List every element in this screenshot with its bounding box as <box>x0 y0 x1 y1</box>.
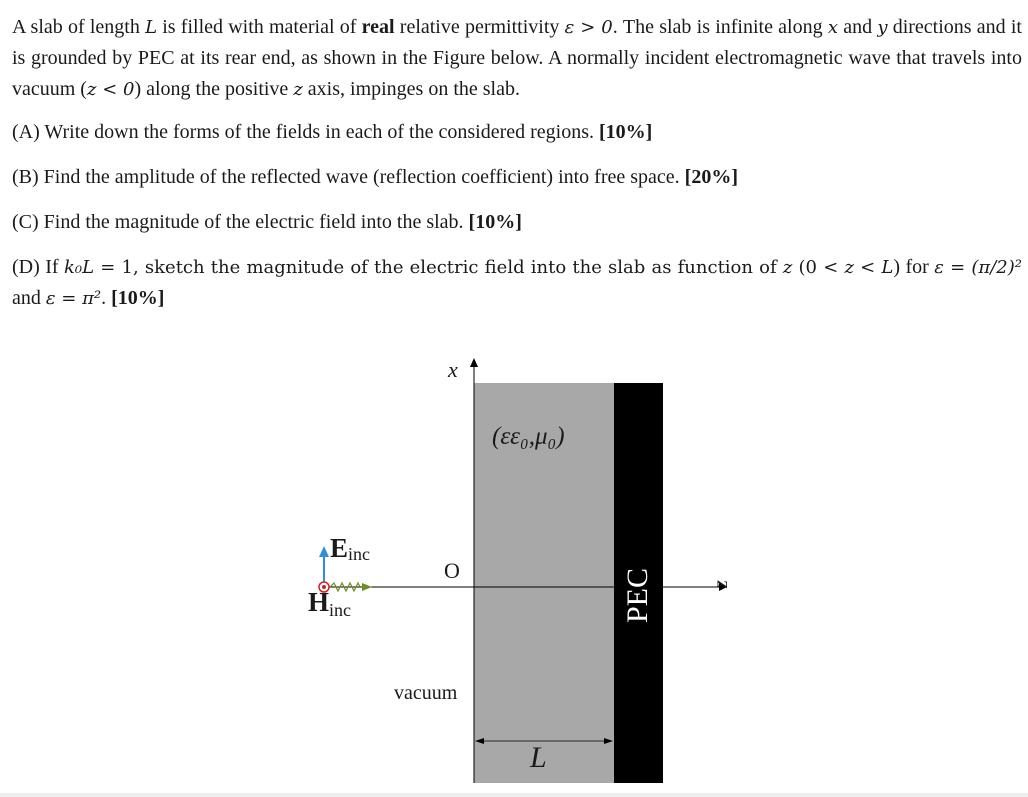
intro-text-1: A slab of length <box>12 16 146 38</box>
problem-text <box>12 12 1022 328</box>
problem-intro <box>12 12 1022 105</box>
h-field-letter: H <box>308 587 330 617</box>
question-b <box>12 162 1022 193</box>
vacuum-label: vacuum <box>394 682 458 704</box>
z-axis-label: z <box>710 580 732 588</box>
h-field-label <box>308 587 351 618</box>
x-axis-arrowhead <box>470 358 478 367</box>
question-a-points: [10%] <box>598 121 653 143</box>
pec-label: PEC <box>621 567 654 623</box>
bottom-border <box>0 793 1028 797</box>
math-L-d: L <box>881 257 894 278</box>
origin-label: O <box>444 558 460 583</box>
question-d-text-5: ) for <box>893 256 935 278</box>
e-field-subscript: inc <box>348 544 371 564</box>
e-field-letter: E <box>330 533 349 563</box>
question-d-text-2: = 1, sketch the magnitude of the electric field into the slab as function of <box>94 257 783 278</box>
intro-text-2: is filled with material of <box>157 16 362 38</box>
intro-real-bold: real <box>361 16 395 38</box>
math-y: y <box>877 17 888 38</box>
slab-material-label: (εε₀,μ₀) <box>492 423 565 450</box>
intro-text-4: . The slab is infinite along <box>612 16 828 38</box>
question-d-text-3: (0 < <box>792 257 845 278</box>
question-c-text: (C) Find the magnitude of the electric field into the slab. <box>12 211 469 233</box>
question-d-text-7: . <box>101 287 112 309</box>
question-d-points: [10%] <box>111 287 165 309</box>
question-d-text-6: and <box>12 287 46 309</box>
intro-text-5: and <box>838 16 878 38</box>
math-z: z <box>293 79 303 100</box>
math-k0L: k₀L <box>64 257 95 278</box>
slab-figure <box>290 355 750 790</box>
e-field-arrowhead <box>319 546 329 557</box>
intro-text-7: ) along the positive <box>134 78 294 100</box>
question-b-points: [20%] <box>684 166 738 188</box>
math-z-d2: z <box>844 257 854 278</box>
math-eps-1: ε = (π/2)² <box>934 257 1022 278</box>
question-b-text: (B) Find the amplitude of the reflected wave (reflection coefficient) into free space. <box>12 166 685 188</box>
question-c <box>12 207 1022 238</box>
question-d-text-1: (D) If <box>12 256 65 278</box>
h-field-subscript: inc <box>329 600 352 620</box>
question-d-text-4: < <box>853 257 882 278</box>
question-a-text: (A) Write down the forms of the fields in each of the considered regions. <box>12 121 599 143</box>
math-z-d: z <box>782 257 793 278</box>
x-axis-label: x <box>448 357 458 382</box>
math-eps-2: ε = π² <box>45 288 102 309</box>
e-field-label <box>330 533 370 564</box>
math-x: x <box>827 17 838 38</box>
intro-text-8: axis, impinges on the slab. <box>302 78 520 100</box>
math-z-negative: z < 0 <box>86 79 135 100</box>
figure-drawing <box>290 355 750 790</box>
intro-text-6: directions and it is grounded by PEC at its rear end, as shown in the Figure below. A normally incident electromagnetic wave that travels into vacuum ( <box>12 16 1022 100</box>
math-eps-condition: ε > 0 <box>564 17 613 38</box>
question-a <box>12 117 1022 148</box>
question-c-points: [10%] <box>468 211 522 233</box>
question-d <box>12 252 1022 314</box>
wave-arrowhead <box>362 583 372 591</box>
intro-text-3: relative permittivity <box>394 16 565 38</box>
length-label: L <box>530 741 547 774</box>
math-L: L <box>145 17 158 38</box>
